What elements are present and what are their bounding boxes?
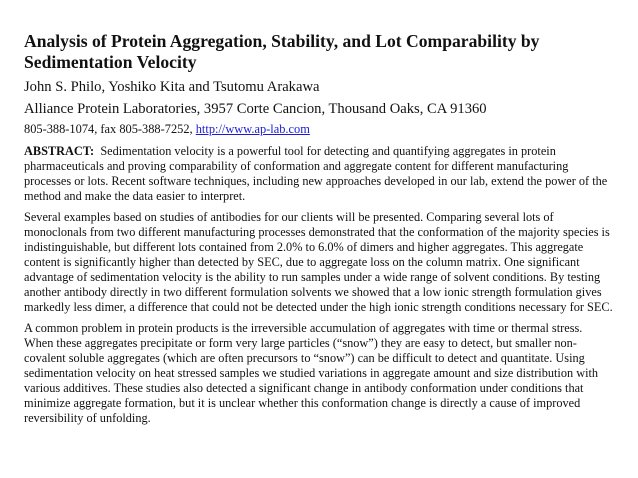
document-title: Analysis of Protein Aggregation, Stability, and Lot Comparability by Sedimentation Velocity bbox=[24, 31, 540, 72]
abstract-label: ABSTRACT: bbox=[24, 144, 95, 158]
abstract-paragraph-3: A common problem in protein products is the irreversible accumulation of aggregates with time or thermal stress. When these aggregates precipitate or form very large particles (“snow”) they are easy to detect, but smaller non-covalent soluble aggregates (which are often precursors to “snow”) can be difficult to detect and quantitate. Using sedimentation velocity on heat stressed samples we studied variations in aggregate amount and size distribution with various additives. These studies also detected a significant change in antibody conformation under conditions that minimize aggregate formation, but it is unclear whether this conformation change is directly a cause of improved reversibility of unfolding. bbox=[24, 321, 599, 425]
contact-info bbox=[24, 121, 614, 137]
affiliation: Alliance Protein Laboratories, 3957 Corte Cancion, Thousand Oaks, CA 91360 bbox=[24, 101, 487, 117]
abstract-paragraph-2: Several examples based on studies of antibodies for our clients will be presented. Comparing several lots of monoclonals from two different manufacturing processes demonstrated that the conformation of the majority species is indistinguishable, but different lots contained from 2.0% to 6.0% of dimers and higher aggregates. This aggregate content is significantly higher than detected by SEC, due to aggregate loss on the column matrix. One significant advantage of sedimentation velocity is the ability to run samples under a wide range of solvent conditions. By testing another antibody directly in two different formulation solvents we showed that a low ionic strength formulation gives markedly less dimer, a difference that could not be detected under the high ionic strength conditions necessary for SEC. bbox=[24, 210, 613, 314]
abstract-paragraph-1-text: Sedimentation velocity is a powerful tool for detecting and quantifying aggregates in protein pharmaceuticals and proving comparability of conformation and aggregate content for different manufacturing processes or lots. Recent software techniques, including new approaches developed in our lab, extend the power of the method and make the data easier to interpret. bbox=[24, 144, 608, 203]
abstract-paragraph-1 bbox=[24, 144, 614, 204]
phone-fax: 805-388-1074, fax 805-388-7252, bbox=[24, 122, 196, 136]
document-page bbox=[24, 31, 614, 426]
website-link[interactable]: http://www.ap-lab.com bbox=[195, 122, 310, 136]
author-list: John S. Philo, Yoshiko Kita and Tsutomu Arakawa bbox=[24, 79, 320, 95]
